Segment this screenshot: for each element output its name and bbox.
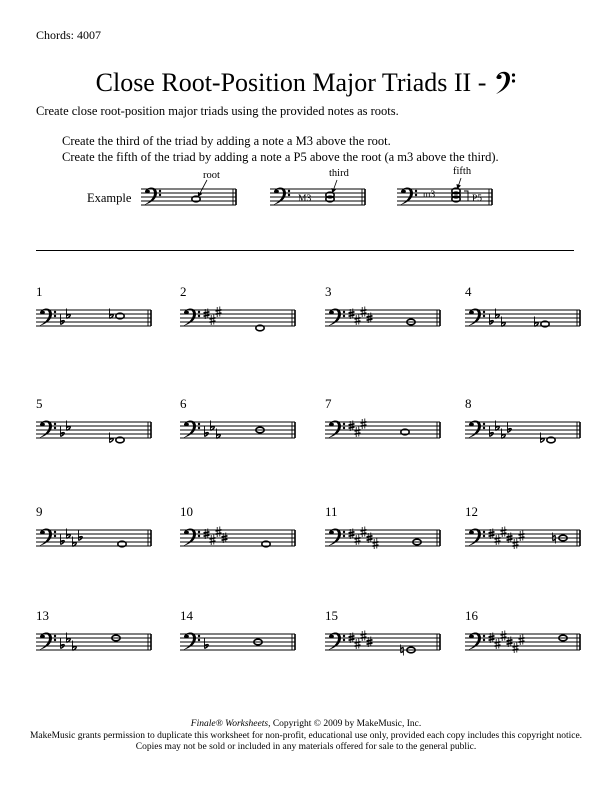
exercise-number: 2 (180, 284, 187, 299)
bass-clef-icon (328, 308, 345, 326)
bass-clef-icon (468, 528, 485, 546)
exercise-16 (465, 608, 584, 668)
exercise-3 (325, 284, 444, 344)
bass-clef-icon (468, 632, 485, 650)
title-text: Close Root-Position Major Triads II - (95, 68, 487, 97)
exercise-staff[interactable] (36, 518, 155, 562)
sharp-icon (355, 535, 361, 546)
sharp-icon (355, 639, 361, 650)
example-staff-third (270, 168, 365, 205)
flat-icon (205, 639, 209, 649)
annotation-root: root (203, 170, 220, 181)
exercise-7 (325, 396, 444, 456)
bass-clef-icon (183, 528, 200, 546)
sharp-icon (513, 539, 519, 550)
exercise-staff[interactable] (36, 410, 155, 454)
instruction-third: Create the third of the triad by adding a note a M3 above the root. (62, 134, 391, 148)
exercise-staff[interactable] (180, 298, 299, 342)
sharp-icon (519, 635, 525, 646)
exercise-number: 10 (180, 504, 193, 519)
example-staff-root (141, 170, 236, 205)
exercise-15 (325, 608, 444, 668)
sharp-icon (216, 307, 222, 318)
flat-icon (205, 427, 209, 437)
example-staff-fifth (397, 166, 492, 205)
example-staves (0, 160, 612, 220)
sharp-icon (501, 631, 507, 642)
bass-clef-icon (328, 632, 345, 650)
exercise-number: 11 (325, 504, 338, 519)
exercise-number: 15 (325, 608, 338, 623)
sharp-icon (210, 535, 216, 546)
exercise-number: 1 (36, 284, 43, 299)
bass-clef-icon (468, 420, 485, 438)
exercise-number: 3 (325, 284, 332, 299)
footer-line-3: Copies may not be sold or included in any materials offered for sale to the general public. (135, 742, 477, 752)
footer-brand: Finale® Worksheets (190, 719, 269, 729)
sharp-icon (519, 531, 525, 542)
worksheet-id: Chords: 4007 (36, 28, 102, 42)
instruction-fifth: Create the fifth of the triad by adding a note a P5 above the root (a m3 above the third). (62, 149, 499, 164)
exercise-number: 5 (36, 396, 43, 411)
exercise-number: 8 (465, 396, 472, 411)
exercise-number: 16 (465, 608, 478, 623)
exercise-10 (180, 504, 299, 564)
bass-clef-icon (183, 632, 200, 650)
exercise-6 (180, 396, 299, 456)
bass-clef-icon (39, 308, 56, 326)
bass-clef-icon (39, 632, 56, 650)
flat-icon (508, 423, 512, 433)
footer-copyright: , Copyright © 2009 by MakeMusic, Inc. (268, 719, 422, 729)
bass-clef-icon (144, 187, 161, 205)
sharp-icon (361, 307, 367, 318)
interval-label-m3-lower: m3 (423, 190, 436, 200)
sharp-icon (501, 527, 507, 538)
exercise-1 (36, 284, 155, 344)
exercise-number: 6 (180, 396, 187, 411)
sharp-icon (355, 427, 361, 438)
exercise-staff[interactable] (325, 622, 444, 666)
exercise-number: 13 (36, 608, 49, 623)
exercise-staff[interactable] (180, 622, 299, 666)
exercise-staff[interactable] (325, 298, 444, 342)
exercise-staff[interactable] (325, 518, 444, 562)
flat-icon (79, 531, 83, 541)
exercise-staff[interactable] (180, 518, 299, 562)
example-label: Example (87, 191, 132, 205)
flat-icon (61, 315, 65, 325)
interval-label-p5: P5 (472, 194, 483, 204)
bass-clef-icon (328, 528, 345, 546)
flat-icon (490, 427, 494, 437)
bass-clef-icon (39, 528, 56, 546)
sharp-icon (361, 631, 367, 642)
exercise-staff[interactable] (180, 410, 299, 454)
footer-line-1 (0, 719, 612, 731)
exercise-staff[interactable] (465, 518, 584, 562)
exercise-number: 9 (36, 504, 43, 519)
exercise-4 (465, 284, 584, 344)
interval-label-m3-upper: M3 (298, 194, 312, 204)
exercise-staff[interactable] (36, 298, 155, 342)
exercise-staff[interactable] (36, 622, 155, 666)
bass-clef-icon (183, 308, 200, 326)
bass-clef-icon (183, 420, 200, 438)
flat-icon (61, 535, 65, 545)
exercise-9 (36, 504, 155, 564)
exercise-number: 7 (325, 396, 332, 411)
sharp-icon (495, 639, 501, 650)
bass-clef-icon (400, 187, 417, 205)
bass-clef-icon (468, 308, 485, 326)
sharp-icon (216, 527, 222, 538)
sharp-icon (373, 539, 379, 550)
flat-icon (61, 639, 65, 649)
bass-clef-icon (39, 420, 56, 438)
exercise-number: 14 (180, 608, 193, 623)
exercise-number: 4 (465, 284, 472, 299)
exercise-5 (36, 396, 155, 456)
flat-icon (61, 427, 65, 437)
bass-clef-icon (273, 187, 290, 205)
exercise-staff[interactable] (325, 410, 444, 454)
exercise-13 (36, 608, 155, 668)
exercise-12 (465, 504, 584, 564)
exercise-staff[interactable] (465, 410, 584, 454)
exercise-staff[interactable] (465, 622, 584, 666)
exercise-8 (465, 396, 584, 456)
annotation-fifth: fifth (453, 166, 472, 177)
bass-clef-icon (328, 420, 345, 438)
footer-line-2: MakeMusic grants permission to duplicate this worksheet for non-profit, educational use only, provided each copy includes this copyright notice. (29, 730, 583, 741)
sharp-icon (495, 535, 501, 546)
page-title (0, 66, 612, 100)
annotation-third: third (329, 168, 349, 179)
flat-icon (490, 315, 494, 325)
exercise-14 (180, 608, 299, 668)
section-divider (36, 250, 574, 251)
exercise-staff[interactable] (465, 298, 584, 342)
exercise-11 (325, 504, 444, 564)
copyright-footer (0, 719, 612, 754)
sharp-icon (361, 419, 367, 430)
sharp-icon (210, 315, 216, 326)
sharp-icon (355, 315, 361, 326)
intro-text: Create close root-position major triads using the provided notes as roots. (36, 104, 399, 118)
bass-clef-icon (494, 70, 516, 96)
exercise-number: 12 (465, 504, 478, 519)
exercise-2 (180, 284, 299, 344)
sharp-icon (513, 643, 519, 654)
sharp-icon (361, 527, 367, 538)
